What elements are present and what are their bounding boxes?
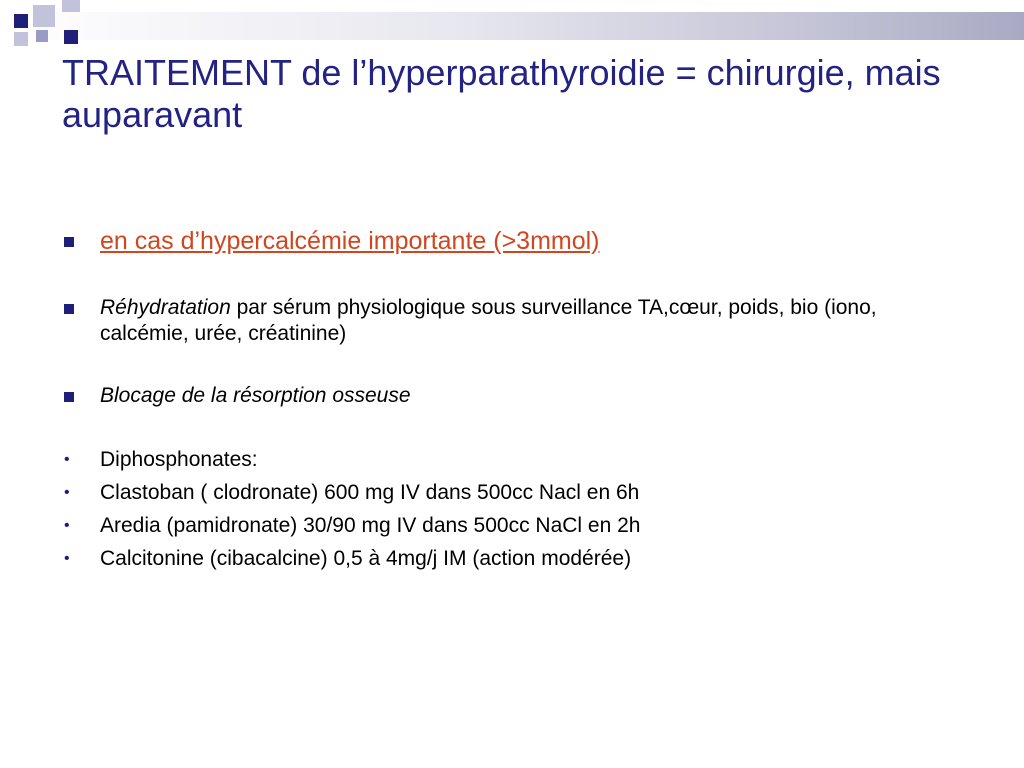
blocage-text: Blocage de la résorption osseuse bbox=[100, 384, 411, 407]
decor-square bbox=[14, 14, 28, 28]
square-bullet-icon bbox=[64, 392, 74, 402]
rehydration-text: par sérum physiologique sous surveillance TA,cœur, poids, bio (iono, calcémie, urée, créatinine) bbox=[100, 296, 877, 345]
list-item bbox=[62, 295, 962, 347]
list-item bbox=[62, 447, 962, 473]
rehydration-label: Réhydratation bbox=[100, 296, 231, 319]
decor-square bbox=[62, 0, 80, 12]
square-bullet-icon bbox=[64, 304, 74, 314]
square-bullet-icon bbox=[64, 237, 74, 247]
decor-square bbox=[33, 5, 55, 27]
sub-bullet-text: Diphosphonates: bbox=[100, 448, 258, 471]
list-item bbox=[62, 383, 962, 409]
hypercalcemia-link[interactable]: en cas d’hypercalcémie importante (>3mmol) bbox=[100, 227, 600, 255]
dot-bullet-icon: • bbox=[64, 550, 70, 567]
list-item bbox=[62, 224, 962, 258]
list-item bbox=[62, 546, 962, 572]
slide-title: TRAITEMENT de l’hyperparathyroidie = chirurgie, mais auparavant bbox=[62, 52, 941, 135]
decor-square bbox=[36, 30, 48, 42]
sub-bullet-text: Aredia (pamidronate) 30/90 mg IV dans 500cc NaCl en 2h bbox=[100, 514, 641, 537]
decor-square bbox=[64, 30, 78, 44]
decor-square bbox=[14, 32, 28, 46]
sub-bullet-text: Clastoban ( clodronate) 600 mg IV dans 500cc Nacl en 6h bbox=[100, 481, 640, 504]
dot-bullet-icon: • bbox=[64, 451, 70, 468]
list-item bbox=[62, 513, 962, 539]
dot-bullet-icon: • bbox=[64, 517, 70, 534]
dot-bullet-icon: • bbox=[64, 484, 70, 501]
bullet-list bbox=[62, 224, 962, 572]
sub-bullet-text: Calcitonine (cibacalcine) 0,5 à 4mg/j IM (action modérée) bbox=[100, 547, 632, 570]
header-gradient-bar bbox=[0, 12, 1024, 40]
list-item bbox=[62, 480, 962, 506]
